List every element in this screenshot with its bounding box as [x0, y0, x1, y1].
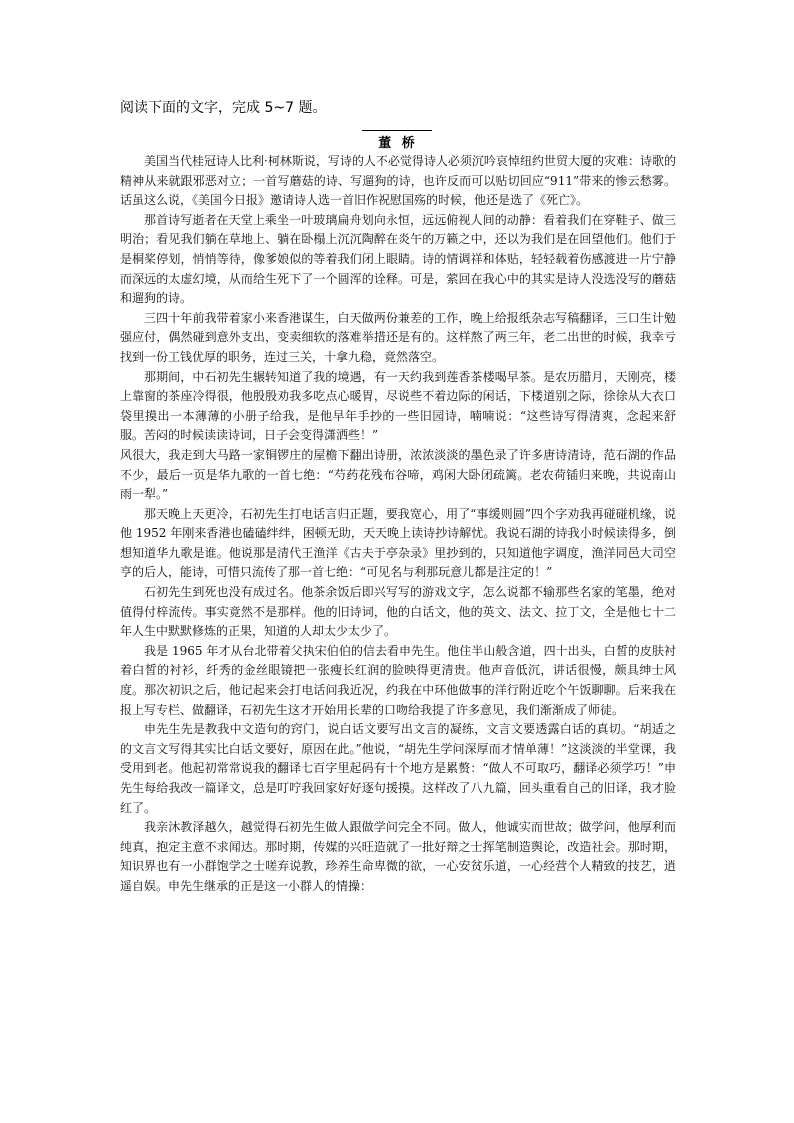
paragraph: 那首诗写逝者在天堂上乘坐一叶玻璃扁舟划向永恒，远远俯视人间的动静：看着我们在穿鞋子、做三明治；看见我们躺在草地上、躺在卧榻上沉沉陶醉在炎午的万籁之中，还以为我们是在回望他们。他们于是桐桨停划，悄悄等待，像爹娘似的等着我们闭上眼睛。诗的情调祥和体贴，轻轻载着伤感渡进一片宁静而深远的太虚幻境，从而给生死下了一个圆浑的诠释。可是，萦回在我心中的其实是诗人没选没写的蘑菇和遛狗的诗。 [120, 212, 676, 306]
paragraph: 石初先生到死也没有成过名。他茶余饭后即兴写写的游戏文字，怎么说都不输那些名家的笔墨，绝对值得付梓流传。事实竟然不是那样。他的旧诗词，他的白话文，他的英文、法文、拉丁文，全是他七十二年人生中默默修炼的正果，知道的人却太少太少了。 [120, 585, 676, 639]
paragraph: 那期间，中石初先生辗转知道了我的境遇，有一天约我到莲香茶楼喝早茶。是农历腊月，天刚亮，楼上靠窗的茶座冷得很，他殷殷劝我多吃点心暖胃，尽说些不着边际的闲话，下楼道别之际，徐徐从大衣口袋里摸出一本薄薄的小册子给我，是他早年手抄的一些旧园诗，喃喃说：“这些诗写得清爽，念起来舒服。苦闷的时候读读诗词，日子会变得潇洒些！” [120, 369, 676, 443]
paragraph: 申先生先是教我中文造句的窍门，说白话文要写出文言的凝练，文言文要透露白话的真切。“胡适之的文言文写得其实比白话文要好，原因在此。”他说，“胡先生学问深厚而才情单薄！”这淡淡的半堂课，我受用到老。他起初常常说我的翻译七百字里起码有十个地方是累赘：“做人不可取巧，翻译必须学巧！”申先生每给我改一篇译文，总是叮咛我回家好好逐句援摸。这样改了八九篇，回头重看自己的旧译，我才脸红了。 [120, 722, 676, 815]
title-rule [362, 130, 432, 131]
paragraph: 我亲沐教泽越久，越觉得石初先生做人跟做学问完全不同。做人，他诚实而世故；做学问，他厚利而纯真，抱定主意不求闻达。那时期，传媒的兴旺造就了一批好辩之士挥笔制造舆论，改造社会。那时期，知识界也有一小群饱学之士嗟弃说教，珍养生命卑微的欲，一心安贫乐道，一心经营个人精致的技艺，逍遥自娱。申先生继承的正是这一小群人的情操： [120, 820, 676, 893]
paragraph: 那天晚上天更冷，石初先生打电话言归正题，要我宽心，用了“事缓则圆”四个字劝我再碰碰机缘，说他 1952 年刚来香港也磕磕绊绊，困顿无助，天天晚上读诗抄诗解忧。我说石湖的诗我小时候读得多，倒想知道华九歌是谁。他说那是清代王渔洋《古夫于亭杂录》里抄到的，只知道他字调度，渔洋同邑大司空亨的后人，能诗，可惜只流传了那一首七绝：“可见名与利那玩意儿都是注定的！” [120, 506, 676, 580]
paragraph: 美国当代桂冠诗人比利·柯林斯说，写诗的人不必觉得诗人必须沉吟哀悼纽约世贸大厦的灾难：诗歌的精神从来就跟邪恶对立；一首写蘑菇的诗、写遛狗的诗，也许反而可以贴切回应“911”带来的惨云愁雾。话虽这么说，《美国今日报》邀请诗人选一首旧作祝慰国殇的时候，他还是选了《死亡》。 [120, 154, 676, 208]
article-title: 董 桥 [378, 136, 418, 151]
article-body [120, 152, 676, 897]
reading-instruction: 阅读下面的文字，完成 5~7 题。 [120, 100, 327, 116]
paragraph: 我是 1965 年才从台北带着父执宋伯伯的信去看申先生。他住半山般含道，四十出头，白皙的皮肤衬着白皙的衬衫，纤秀的金丝眼镜把一张瘦长红润的脸映得更清贵。他声音低沉，讲话很慢，颇具绅士风度。那次初识之后，他记起来会打电话问我近况，约我在中环他做事的洋行附近吃个午饭聊聊。后来我在报上写专栏、做翻译，石初先生这才开始用长辈的口吻给我提了许多意见，我们渐渐成了师徒。 [120, 643, 676, 717]
paragraph: 三四十年前我带着家小来香港谋生，白天做两份兼差的工作，晚上给报纸杂志写稿翻译，三口生计勉强应付，偶然碰到意外支出，变卖细软的落难举措还是有的。这样熬了两三年，老二出世的时候，我幸亏找到一份工钱优厚的职务，连过三关，十拿九稳，竟然落空。 [120, 310, 676, 364]
paragraph: 风很大，我走到大马路一家铜锣庄的屋檐下翻出诗册，浓浓淡淡的墨色录了许多唐诗清诗，范石湖的作品不少，最后一页是华九歌的一首七绝：“芍药花残布谷啼，鸡闲大卧闭疏篱。老农荷锸归来晚，共说南山雨一犁。” [120, 447, 676, 502]
